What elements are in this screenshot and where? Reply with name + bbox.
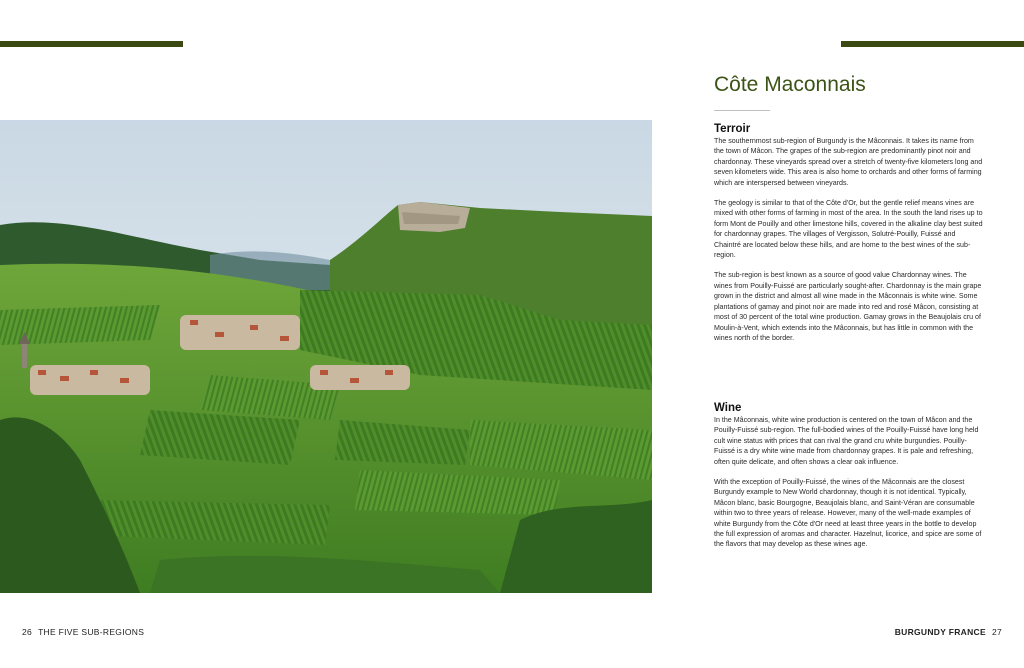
body-paragraph: In the Mâconnais, white wine production is centered on the town of Mâcon and the Pouilly-Fuissé sub-region. The full-bodied wines of the Pouilly-Fuissé have long held cult wine status with prices that can rival the grand cru white burgundies. Pouilly-Fuissé is a dry white wine made from chardonnay grapes. It is pale and refreshing, often quite delicate, and often shows a clear oak influence. <box>714 416 979 466</box>
left-page-number: 26 <box>22 627 33 637</box>
left-page-footer <box>22 627 144 637</box>
right-accent-bar <box>841 41 1024 47</box>
left-running-head: THE FIVE SUB-REGIONS <box>38 627 145 637</box>
terroir-section <box>714 123 984 353</box>
right-page-footer <box>895 627 1002 637</box>
body-paragraph: With the exception of Pouilly-Fuissé, the wines of the Mâconnais are the closest Burgundy example to New World chardonnay, though it is not identical. Typically, Mâcon blanc, basic Bourgogne, Beaujolais blanc, and Saint-Véran are consumable within two to three years of release. However, many of the well-made examples of white Burgundy from the Côte d'Or need at least three years in the bottle to develop the full expression of aromas and character. Hazelnut, licorice, and spice are some of the flavors that may develop as these wines age. <box>714 478 982 549</box>
left-accent-bar <box>0 41 183 47</box>
title-divider <box>714 110 770 111</box>
body-paragraph: The sub-region is best known as a source of good value Chardonnay wines. The wines from Pouilly-Fuissé are particularly sought-after. Chardonnay is the main grape grown in the district and almost all wine made in the Mâconnais is white wine. Some plantations of gamay and pinot noir are made into red and rosé Mâcon, consisting at most of 30 percent of the total wine production. Gamay grows in the Beaujolais cru of Moulin-à-Vent, which extends into the Mâconnais, but has little in common with the wines north of the border. <box>714 271 982 342</box>
right-page-number: 27 <box>991 627 1002 637</box>
page-title: Côte Maconnais <box>714 73 866 96</box>
body-paragraph: The geology is similar to that of the Côte d'Or, but the gentle relief means vines are mixed with other forms of farming in most of the area. In the south the land rises up to form Mont de Pouilly and other limestone hills, covered in the alkaline clay best suited for chardonnay grapes. The villages of Vergisson, Solutré-Pouilly, Fuissé and Chaintré are located below these hills, and are home to the best wines of the sub-region. <box>714 199 983 260</box>
right-running-head: BURGUNDY FRANCE <box>894 627 986 637</box>
wine-section <box>714 402 984 560</box>
vineyard-landscape-photo <box>0 120 652 593</box>
section-heading: Wine <box>714 402 742 414</box>
body-paragraph: The southernmost sub-region of Burgundy is the Mâconnais. It takes its name from the town of Mâcon. The grapes of the sub-region are predominantly pinot noir and chardonnay. These vineyards spread over a stretch of twenty-five kilometers long and seven kilometers wide. This area is also home to orchards and other forms of farming which are interspersed between vineyards. <box>714 137 983 187</box>
section-heading: Terroir <box>714 123 751 135</box>
